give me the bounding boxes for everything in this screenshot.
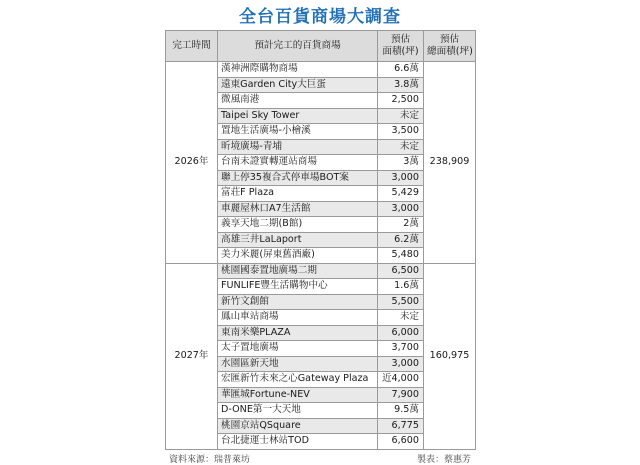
- credit-note: 製表：蔡惠芳: [416, 454, 471, 465]
- project-name-cell: 桃園國泰置地廣場二期: [218, 263, 378, 279]
- project-name-cell: 義享天地二期(B館): [218, 217, 378, 233]
- project-name-cell: 新竹文創館: [218, 294, 378, 310]
- project-name-cell: 華匯城Fortune-NEV: [218, 387, 378, 403]
- area-cell: 3,000: [378, 356, 424, 372]
- project-name-cell: 美力米麗(屏東舊酒廠): [218, 248, 378, 264]
- header-total-line1: 預估: [439, 34, 460, 45]
- project-name-cell: 微風南港: [218, 93, 378, 109]
- header-total-line2: 總面積(坪): [427, 46, 473, 57]
- project-name-cell: 台南未證實轉運站商場: [218, 155, 378, 171]
- area-cell: 5,480: [378, 248, 424, 264]
- project-name-cell: 桃園京站QSquare: [218, 418, 378, 434]
- header-project: 預計完工的百貨商場: [218, 31, 378, 62]
- source-note: 資料來源：瑞普萊坊: [169, 454, 251, 465]
- area-cell: 9.5萬: [378, 403, 424, 419]
- project-name-cell: 富荘F Plaza: [218, 186, 378, 202]
- area-cell: 2萬: [378, 217, 424, 233]
- table-frame: [165, 4, 475, 465]
- area-cell: 3,500: [378, 124, 424, 140]
- project-name-cell: 太子置地廣場: [218, 341, 378, 357]
- area-cell: 3,000: [378, 170, 424, 186]
- area-cell: 3萬: [378, 155, 424, 171]
- year-cell: 2026年: [166, 62, 218, 264]
- area-cell: 5,500: [378, 294, 424, 310]
- project-name-cell: 鳳山車站商場: [218, 310, 378, 326]
- project-name-cell: 東南米樂PLAZA: [218, 325, 378, 341]
- project-name-cell: D-ONE第一大天地: [218, 403, 378, 419]
- area-cell: 7,900: [378, 387, 424, 403]
- area-cell: 未定: [378, 139, 424, 155]
- project-name-cell: 遠東Garden City大巨蛋: [218, 77, 378, 93]
- header-area-line1: 預估: [390, 34, 411, 45]
- total-area-cell: 238,909: [424, 62, 476, 264]
- area-cell: 2,500: [378, 93, 424, 109]
- header-area-line2: 面積(坪): [382, 46, 419, 57]
- project-name-cell: 置地生活廣場-小檜溪: [218, 124, 378, 140]
- table-body: [166, 62, 476, 450]
- page-title: 全台百貨商場大調查: [239, 7, 401, 27]
- area-cell: 6.6萬: [378, 62, 424, 78]
- area-cell: 1.6萬: [378, 279, 424, 295]
- area-cell: 3,700: [378, 341, 424, 357]
- area-cell: 6,775: [378, 418, 424, 434]
- area-cell: 3.8萬: [378, 77, 424, 93]
- project-name-cell: 宏匯新竹未來之心Gateway Plaza: [218, 372, 378, 388]
- project-name-cell: FUNLIFE豐生活購物中心: [218, 279, 378, 295]
- header-year: 完工時間: [166, 31, 218, 62]
- area-cell: 未定: [378, 310, 424, 326]
- area-cell: 3,000: [378, 201, 424, 217]
- mall-table: [165, 30, 476, 450]
- table-row: [166, 263, 476, 279]
- area-cell: 5,429: [378, 186, 424, 202]
- area-cell: 6,600: [378, 434, 424, 450]
- project-name-cell: 台北捷運士林站TOD: [218, 434, 378, 450]
- project-name-cell: 漢神洲際購物商場: [218, 62, 378, 78]
- footer: [165, 450, 475, 465]
- header-area: [378, 31, 424, 62]
- area-cell: 6,000: [378, 325, 424, 341]
- area-cell: 近4,000: [378, 372, 424, 388]
- total-area-cell: 160,975: [424, 263, 476, 449]
- header-total: [424, 31, 476, 62]
- header-row: [166, 31, 476, 62]
- year-cell: 2027年: [166, 263, 218, 449]
- table-row: [166, 62, 476, 78]
- area-cell: 未定: [378, 108, 424, 124]
- area-cell: 6,500: [378, 263, 424, 279]
- project-name-cell: 昕境廣場-青埔: [218, 139, 378, 155]
- area-cell: 6.2萬: [378, 232, 424, 248]
- project-name-cell: 高雄三井LaLaport: [218, 232, 378, 248]
- project-name-cell: 聯上停35複合式停車場BOT案: [218, 170, 378, 186]
- project-name-cell: Taipei Sky Tower: [218, 108, 378, 124]
- project-name-cell: 水園區新天地: [218, 356, 378, 372]
- project-name-cell: 車麗屋林口A7生活館: [218, 201, 378, 217]
